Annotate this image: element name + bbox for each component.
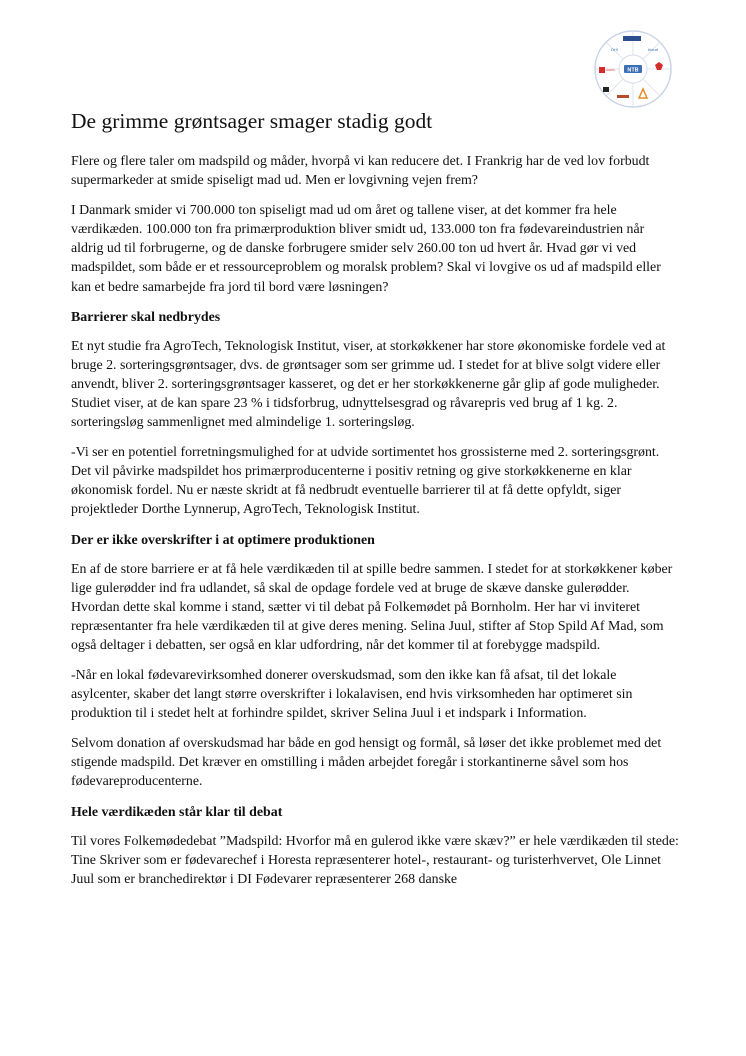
logo-partner-bioraf: bioraf (648, 47, 659, 52)
logo-partner-agro: AGRO (606, 68, 615, 72)
logo-partner-bottom (617, 95, 629, 98)
heading-barrierer: Barrierer skal nedbrydes (71, 309, 221, 325)
logo-center-text: NTB (627, 67, 639, 74)
paragraph-7: Selvom donation af overskudsmad har både en god hensigt og formål, så løser det ikke problemet med det stigende madspild. Det kræver en omstilling i måden arbejdet foregår i storkantinerne såvel som hos fødevareproducenterne. (71, 736, 662, 790)
page-title: De grimme grøntsager smager stadig godt (71, 109, 433, 133)
partner-logo-wheel (593, 29, 673, 109)
heading-overskrifter: Der er ikke overskrifter i at optimere produktionen (71, 532, 375, 548)
paragraph-2: I Danmark smider vi 700.000 ton spiseligt mad ud om året og tallene viser, at det kommer fra hele værdikæden. 100.000 ton fra primærproduktion bliver smidt ud, 133.000 ton fra fødevareindustrien når aldrig ud til forbrugerne, og de danske forbrugere smider selv 260.00 ton ud hvert år. Hvad gør vi ved madspildet, som både er et ressourceproblem og moralsk problem? Skal vi lovgive os ud af madspild eller kan et bedre samarbejde fra jord til bord være løsningen? (71, 203, 661, 295)
logo-partner-bottom-left (603, 87, 609, 92)
logo-partner-dhi: DHI (611, 47, 618, 52)
paragraph-3: Et nyt studie fra AgroTech, Teknologisk Institut, viser, at storkøkkener har store økonomiske fordele ved at bruge 2. sorteringsgrøntsager, dvs. de grøntsager som ser grimme ud. I stedet for at blive solgt videre eller anvendt, bliver 2. sorteringsgrøntsager kasseret, og det er her storkøkkenerne går glip af gode muligheder. Studiet viser, at de kan spare 23 % i tidsforbrug, udnyttelsesgrad og råvarepris ved brug af 1 kg. 2. sorteringsløg sammenlignet med almindelige 1. sorteringsløg. (71, 338, 666, 431)
paragraph-8: Til vores Folkemødedebat ”Madspild: Hvorfor må en gulerod ikke være skæv?” er hele værdikæden til stede: Tine Skriver som er fødevarechef i Horesta repræsenterer hotel-, restaurant- og turisterhvervet, Ole Linnet Juul som er branchedirektør i DI Fødevarer repræsenterer 268 danske (71, 833, 679, 887)
logo-partner-red (599, 67, 605, 73)
paragraph-6: -Når en lokal fødevarevirksomhed donerer overskudsmad, som den ikke kan få afsat, til det lokale asylcenter, skaber det langt større overskrifter i lokalavisen, end hvis virksomheden har optimeret sin produktion til i stedet helt at forhindre spildet, skriver Selina Juul i et indspark i Information. (71, 667, 633, 722)
paragraph-1: Flere og flere taler om madspild og måder, hvorpå vi kan reducere det. I Frankrig har de ved lov forbudt supermarkeder at smide spiseligt mad ud. Men er lovgivning vejen frem? (71, 154, 650, 189)
article (71, 108, 679, 900)
paragraph-4: -Vi ser en potentiel forretningsmulighed for at udvide sortimentet hos grossisterne med 2. sorteringsgrønt. Det vil påvirke madspildet hos primærproducenterne i positiv retning og give storkøkkenerne en klar økonomisk fordel. Nu er næste skridt at få nedbrudt eventuelle barrierer til at få dette opfyldt, siger projektleder Dorthe Lynnerup, AgroTech, Teknologisk Institut. (71, 445, 660, 518)
heading-debat: Hele værdikæden står klar til debat (71, 804, 283, 820)
paragraph-5: En af de store barriere er at få hele værdikæden til at spille bedre sammen. I stedet for at storkøkkener køber lige gulerødder ind fra udlandet, så skal de opdage fordele ved at bruge de skæve danske gulerødder. Hvordan dette skal komme i stand, sætter vi til debat på Folkemødet på Bornholm. Her har vi inviteret repræsentanter fra hele værdikæden til at give deres mening. Selina Juul, stifter af Stop Spild Af Mad, som også deltager i debatten, ser også en klar udfordring, når det kommer til at forebygge madspild. (71, 561, 673, 653)
logo-partner-top (623, 36, 641, 41)
